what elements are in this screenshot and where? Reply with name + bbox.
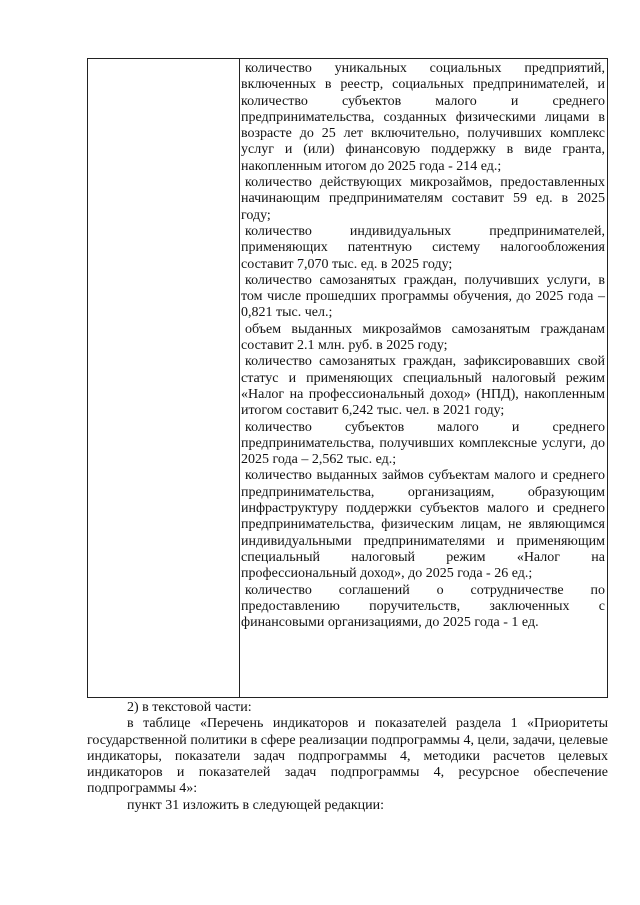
amendment-paragraph: в таблице «Перечень индикаторов и показателей раздела 1 «Приоритеты государственной политики в сфере реализации подпрограммы 4, цели, задачи, целевые индикаторы, показатели задач подпрограммы 4, методики расчетов целевых индикаторов и показателей задач подпрограммы 4, ресурсное обеспечение подпрограммы 4»:	[87, 716, 608, 797]
indicator-item: объем выданных микрозаймов самозанятым гражданам составит 2.1 млн. руб. в 2025 году;	[241, 321, 605, 354]
indicator-item: количество самозанятых граждан, получивших услуги, в том числе прошедших программы обучения, до 2025 года – 0,821 тыс. чел.;	[241, 272, 605, 321]
indicator-item: количество выданных займов субъектам малого и среднего предпринимательства, организациям, образующим инфраструктуру поддержки субъектов малого и среднего предпринимательства, физическим лицам, не являющимся индивидуальными предпринимателями и применяющим специальный налоговый режим «Налог на профессиональный доход», до 2025 года - 26 ед.;	[241, 468, 605, 582]
indicator-item: количество действующих микрозаймов, предоставленных начинающим предпринимателям составит 59 ед. в 2025 году;	[241, 175, 605, 223]
body-text	[87, 700, 608, 814]
indicator-item: количество уникальных социальных предприятий, включенных в реестр, социальных предпринимателей, и количество субъектов малого и среднего предпринимательства, созданных физическими лицами в возрасте до 25 лет включительно, получивших комплекс услуг и (или) финансовую поддержку в виде гранта, накопленным итогом до 2025 года - 214 ед.;	[241, 61, 605, 174]
indicators-cell	[241, 61, 605, 631]
table-column-divider	[239, 58, 240, 698]
indicator-item: количество субъектов малого и среднего предпринимательства, получивших комплексные услуги, до 2025 года – 2,562 тыс. ед.;	[241, 419, 605, 468]
point-instruction: пункт 31 изложить в следующей редакции:	[127, 797, 384, 813]
indicator-item: количество соглашений о сотрудничестве по предоставлению поручительств, заключенных с финансовыми организациями, до 2025 года - 1 ед.	[241, 582, 605, 631]
indicator-item: количество индивидуальных предпринимателей, применяющих патентную систему налогообложения составит 7,070 тыс. ед. в 2025 году;	[241, 223, 605, 272]
indicator-item: количество самозанятых граждан, зафиксировавших свой статус и применяющих специальный налоговый режим «Налог на профессиональный доход» (НПД), накопленным итогом составит 6,242 тыс. чел. в 2021 году;	[241, 354, 605, 419]
item-heading: 2) в текстовой части:	[127, 700, 252, 715]
